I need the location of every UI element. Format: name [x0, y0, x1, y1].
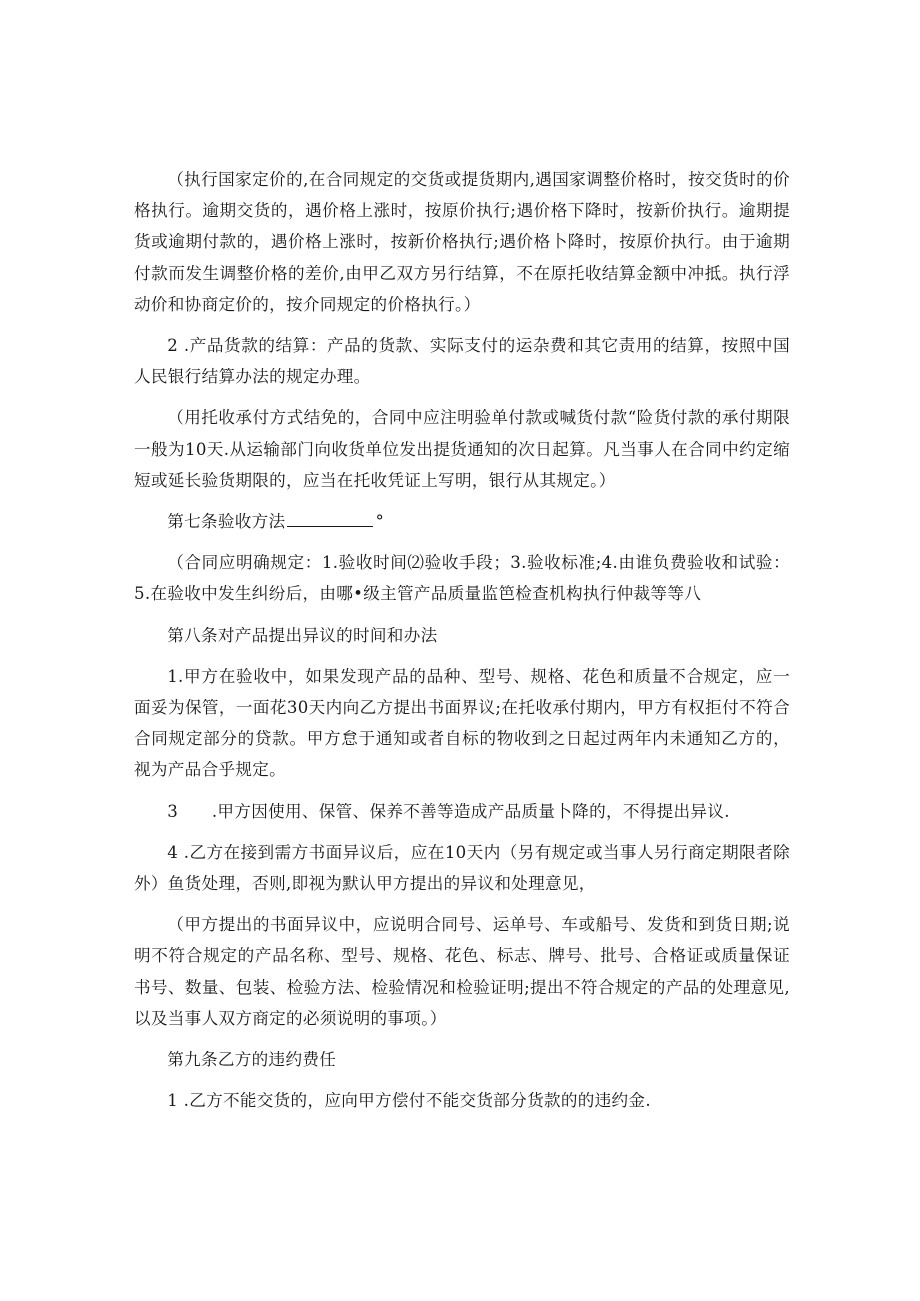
- paragraph-acceptance-rules: （合同应明确规定：1.验收时间⑵验收手段；3.验收标准;4.由谁负费验收和试验：5.在验收中发生纠纷后，由哪•级主管产品质量监笆检查机构执行仲裁等等八: [134, 553, 790, 604]
- article-9-heading: 第九条乙方的违约费任: [167, 1050, 337, 1070]
- paragraph-collection-acceptance: （用托收承付方式结免的，合同中应注明验单付款或喊货付款“险货付款的承付期限一般为10天.从运输部门向收货单位发出提货通知的次日起算。凡当事人在合同中约定缩短或延长验货期限的，应当在托收凭证上写明，银行从其规定。）: [134, 408, 790, 490]
- article-7-label: 第七条验收方法: [167, 512, 286, 532]
- document-body: [134, 164, 790, 1126]
- article-7-suffix: °: [375, 512, 385, 532]
- paragraph-breach-1: 1 .乙方不能交货的，应向甲方偿付不能交货部分货款的的违约金.: [167, 1091, 651, 1111]
- inspection-method-blank: [287, 508, 373, 527]
- article-8-heading: 第八条对产品提出异议的时间和办法: [167, 625, 438, 645]
- article-7-heading: [134, 506, 790, 537]
- paragraph-payment-settlement: 2 .产品货款的结算：产品的货款、实际支付的运杂费和其它责用的结算，按照中国人民银行结算办法的规定办理。: [134, 336, 790, 387]
- paragraph-objection-details: （甲方提出的书面异议中，应说明合同号、运单号、车或船号、发货和到货日期;说明不符合规定的产品名称、型号、规格、花色、标志、牌号、批号、合格证或质量保证书号、数量、包装、检验方法、检验情况和检验证明;提出不符合规定的产品的处理意见,以及当事人双方商定的必须说明的事项。）: [134, 915, 790, 1028]
- paragraph-objection-1: 1.甲方在验收中，如果发现产品的品种、型号、规格、花色和质量不合规定，应一面妥为保管，一面花30天内向乙方提出书面界议;在托收承付期内，甲方有权拒付不符合合同规定部分的贷款。甲方怠于通知或者自标的物收到之日起过两年内未通知乙方的，视为产品合乎规定。: [134, 666, 790, 780]
- paragraph-price-execution: （执行国家定价的,在合同规定的交货或提货期内,遇国家调整价格时，按交货时的价格执行。逾期交货的，遇价格上涨时，按原价执行;遇价格下降时，按新价执行。逾期提货或逾期付款的，遇价格上涨时，按新价格执行;遇价格卜降时，按原价执行。由于逾期付款而发生调整价格的差价,由甲乙双方另行结算，不在原托收结算金额中冲抵。执行浮动价和协商定价的，按介同规定的价格执行。）: [134, 170, 790, 314]
- paragraph-objection-4: 4 .乙方在接到需方书面异议后，应在10天内（另有规定或当事人另行商定期限者除外）鱼货处理，否则,即视为默认甲方提出的异议和处理意见，: [134, 842, 790, 894]
- paragraph-objection-3: 3 .甲方因使用、保管、保养不善等造成产品质量卜降的，不得提出异议.: [167, 801, 730, 821]
